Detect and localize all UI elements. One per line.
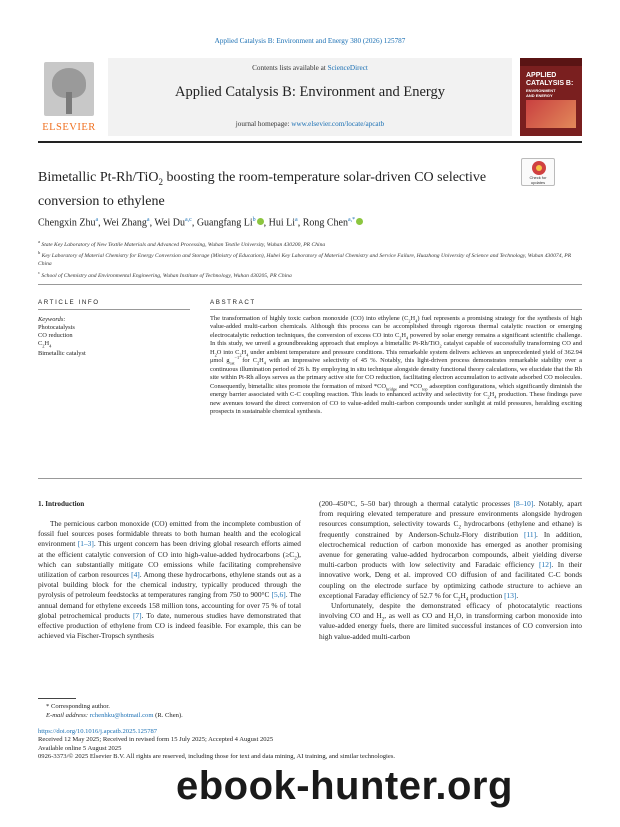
affiliations <box>38 238 582 280</box>
citation-link[interactable]: [8–10] <box>513 499 534 508</box>
paragraph: The pernicious carbon monoxide (CO) emitted from the incomplete combustion of fossil fuel sources poses formidable threats to both human health and the ecological environment [1–3]. This urgent concern has been driving global research efforts aimed at the efficient catalytic conversion of CO into high-value-added hydrocarbons $(\ge C_2)$, which can substantially mitigate CO emissions while facilitating comprehensive utilization of carbon resources [4]. Among these hydrocarbons, ethylene stands out as a pivotal building block for the chemical industry, typically produced through the pyrolysis of petroleum feedstocks at temperatures ranging from 750 to 900°C [5,6]. The annual demand for ethylene exceeds 158 million tons, accounting for over 75 % of total global petrochemical products [7]. To date, numerous studies have demonstrated that effective production of ethylene from CO is indeed feasible. For example, this can be achieved via Fischer-Tropsch synthesis <box>38 519 302 641</box>
article-metadata <box>38 728 582 762</box>
citation-link[interactable]: [12] <box>539 560 552 570</box>
doi-link[interactable]: https://doi.org/10.1016/j.apcatb.2025.125787 <box>38 728 158 735</box>
author-name[interactable]: Guangfang Li <box>196 217 253 229</box>
abstract-text: The transformation of highly toxic carbon monoxide (CO) into ethylene $(C_2H_4)$ fuel represents a promising strategy for the synthesis of high value-added multi-carbon chemicals. Although this process can be accomplished through rigorous thermal catalytic reaction or emerging electrocatalytic reduction techniques, the conversion of excess CO into $C_2H_4$ powered by solar energy remains a significant scientific challenge. In this study, we unveil a groundbreaking approach that employs a bimetallic Pt-Rh/TiO$_2$ catalyst capable of successfully transforming CO and $H_2O$ into $C_2H_4$ under ambient temperature and pressure conditions. This remarkable system delivers achieves an unprecedented yield of 362.94 μmol $g_{cat}^{-1}$ for $C_2H_4$ with an impressive selectivity of 45 %. Notably, this light-driven process demonstrates remarkable stability over a continuous illumination period of 26 h. By employing in situ technique alongside density functional theory calculations, we elucidate that the Rh site within Pt-Rh alloys serves as the primary active site for CO reduction, facilitating electron accumulation to activate adsorbed CO molecules. Consequently, bimetallic sites promote the formation of mixed $*CO_{bridge}$ and $*CO_{top}$ adsorption configurations, which significantly diminish the energy barrier associated with C-C coupling reaction. This leads to enhanced activity and selectivity for $C_2H_4$ production. These findings pave new avenues toward the direct conversion of CO to value-added multi-carbon compounds under sunlight at mild pressures, heralding exciting prospects in sustainable chemical synthesis. <box>210 315 583 415</box>
citation-link[interactable]: [4] <box>131 570 140 580</box>
check-for-updates-button[interactable] <box>521 158 555 186</box>
online-date: Available online 5 August 2025 <box>38 744 122 752</box>
abstract-heading: ABSTRACT <box>210 299 256 306</box>
contents-line: Contents lists available at ScienceDirect <box>252 64 368 72</box>
body-column-right <box>319 499 582 642</box>
journal-cover[interactable] <box>520 58 582 136</box>
journal-reference[interactable]: Applied Catalysis B: Environment and Energy 380 (2026) 125787 <box>214 37 406 45</box>
affiliation: $^b$ Key Laboratory of Material Chemistry for Energy Conversion and Storage (Ministry of Education), Hubei Key Laboratory of Material Chemistry and Service Failure, Huazhong University of Science and Technology, Wuhan 430074, PR China <box>38 250 572 267</box>
keywords-block <box>38 316 188 358</box>
received-dates: Received 12 May 2025; Received in revised form 15 July 2025; Accepted 4 August 2025 <box>38 736 274 744</box>
header-divider <box>38 141 582 143</box>
abstract-divider <box>38 478 582 479</box>
citation-link[interactable]: [7] <box>132 610 142 620</box>
corresponding-author-note: * Corresponding author. E-mail address: rchenhku@hotmail.com (R. Chen). <box>46 703 183 719</box>
keyword: Bimetallic catalyst <box>38 350 86 358</box>
introduction-heading: 1. Introduction <box>38 500 85 508</box>
check-updates-label: Check for updates <box>529 175 547 185</box>
sciencedirect-link[interactable]: ScienceDirect <box>327 64 368 72</box>
orcid-icon[interactable] <box>257 218 264 225</box>
citation-link[interactable]: [13] <box>504 590 517 600</box>
citation-link[interactable]: [11] <box>524 529 537 539</box>
author-name[interactable]: Wei Du <box>154 217 185 229</box>
author-name[interactable]: Rong Chen <box>302 217 348 229</box>
author-email-link[interactable]: rchenhku@hotmail.com <box>89 712 154 719</box>
journal-title: Applied Catalysis B: Environment and Energy <box>175 84 445 100</box>
crossmark-icon <box>532 161 546 175</box>
cover-title: APPLIED CATALYSIS B: ENVIRONMENT AND ENERGY <box>526 72 574 98</box>
introduction-text <box>38 519 301 641</box>
keyword: CO reduction <box>38 332 73 339</box>
footnote-rule <box>38 698 76 699</box>
affiliation: $^c$ School of Chemistry and Environmental Engineering, Wuhan Institute of Technology, Wuhan 430205, PR China <box>38 269 292 279</box>
affiliation: $^a$ State Key Laboratory of New Textile Materials and Advanced Processing, Wuhan Textile University, Wuhan 430200, PR China <box>38 239 326 248</box>
journal-homepage-link[interactable]: www.elsevier.com/locate/apcatb <box>291 120 385 128</box>
citation-link[interactable]: [1–3] <box>77 539 94 549</box>
elsevier-logo <box>38 60 100 134</box>
abstract-rule <box>210 309 582 310</box>
paragraph: Unfortunately, despite the demonstrated efficacy of photocatalytic reactions involving CO and $H_2$, as well as CO and $H_2O$, in transforming carbon monoxide into value-added energy fuels, there are limited successful instances of CO conversion into high value-added multi-carbon <box>319 601 582 641</box>
cover-image <box>526 100 576 128</box>
cover-stripe <box>520 58 582 66</box>
affiliation-divider <box>38 284 582 285</box>
publisher-logo-text: ELSEVIER <box>42 122 96 133</box>
keyword: $C_2H_4$ <box>38 340 52 349</box>
watermark-text: ebook-hunter.org <box>176 764 513 808</box>
keyword: Photocatalysis <box>38 324 75 331</box>
homepage-line: journal homepage: www.elsevier.com/locate/apcatb <box>235 120 385 128</box>
copyright-line: 0926-3373/© 2025 Elsevier B.V. All rights are reserved, including those for text and data mining, AI training, and similar technologies. <box>38 753 396 761</box>
author-name[interactable]: Hui Li <box>268 217 296 229</box>
article-info-heading: ARTICLE INFO <box>38 299 100 306</box>
orcid-icon[interactable] <box>356 218 363 225</box>
body-column-left <box>38 500 301 641</box>
article-title: Bimetallic Pt-Rh/TiO$_2$ boosting the room-temperature solar-driven CO selective conversion to ethylene <box>38 170 487 209</box>
paragraph: (200–450°C, 5–50 bar) through a thermal catalytic processes [8–10]. Notably, apart from requiring elevated temperature and pressure environments alongside hydrogen resources consumption, selectivity towards $C_2$ hydrocarbons (ethylene and ethane) is frequently constrained by Anderson-Schulz-Flory distribution [11]. In addition, electrochemical reduction of carbon monoxide has emerged as another promising avenue for generating value-added hydrocarbon compounds, albeit yielding diverse multi-carbon products with low selectivity and Faradaic efficiency [12]. In their innovative work, Deng et al. improved CO diffusion of and facilitated C-C bonds coupling on the electrode surface by optimizing cathode structure to achieve an exceptional Faraday efficiency of 52.7 % for $C_2H_4$ production [13]. <box>319 499 583 603</box>
author-name[interactable]: Chengxin Zhu <box>38 217 96 229</box>
journal-header <box>38 58 582 136</box>
article-info-rule <box>38 309 190 310</box>
introduction-text-continued <box>319 499 582 642</box>
author-name[interactable]: Wei Zhang <box>103 217 147 229</box>
citation-link[interactable]: [5,6] <box>271 590 286 600</box>
author-list: Chengxin Zhu$^a$, Wei Zhang$^a$, Wei Du$^{a,c}$, Guangfang Li$^b$ , Hui Li$^a$, Rong Chen$^{a,*}$ <box>38 217 582 228</box>
journal-banner <box>108 58 512 136</box>
tree-icon <box>44 62 94 116</box>
keywords-label: Keywords: <box>38 316 66 323</box>
